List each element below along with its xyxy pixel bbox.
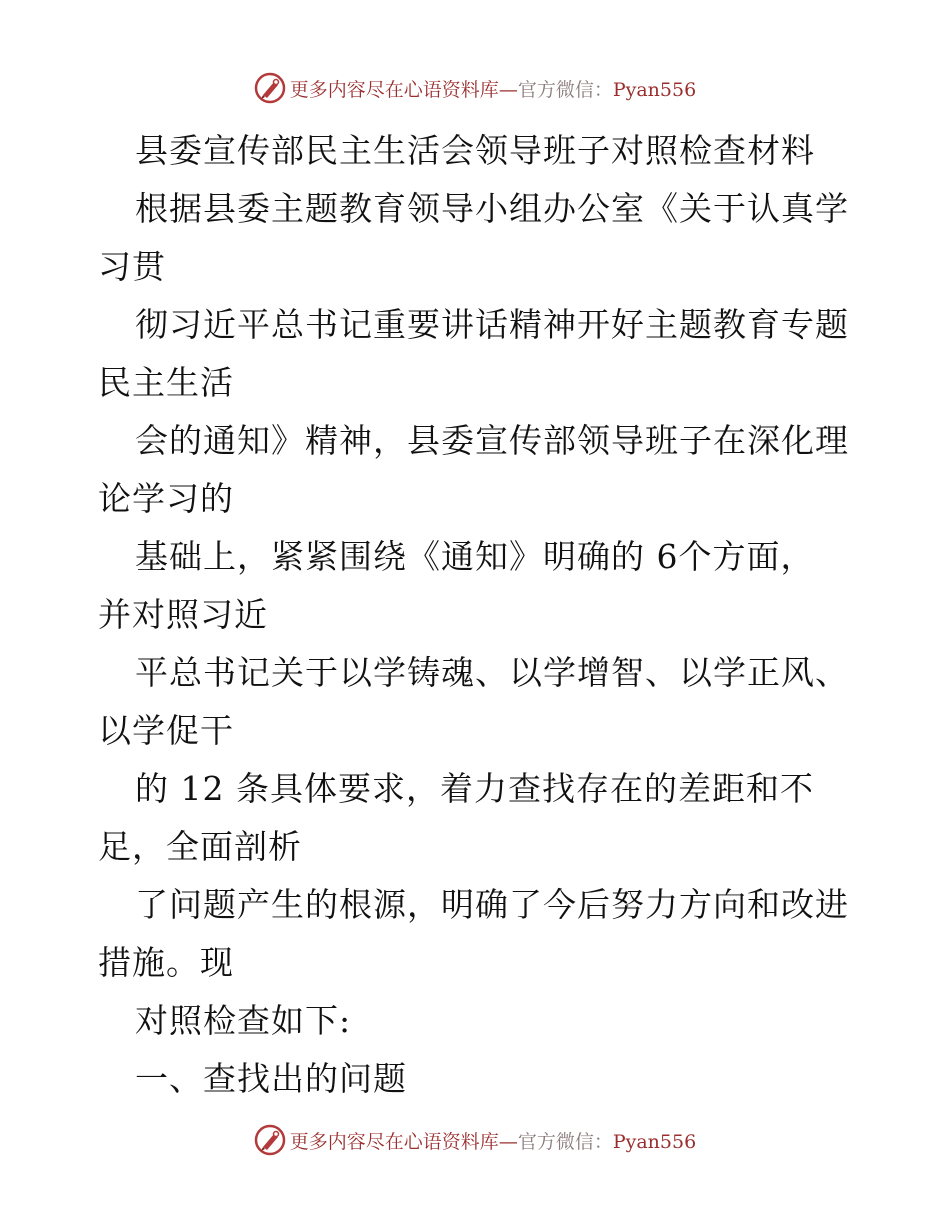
watermark-main-text: 更多内容尽在心语资料库 — [289, 78, 499, 101]
pen-logo-icon — [254, 72, 286, 104]
pen-logo-icon — [254, 1124, 286, 1156]
watermark-separator: — — [498, 78, 518, 101]
paragraph-line: 对照检查如下: — [135, 1001, 352, 1040]
document-body — [98, 122, 878, 1108]
paragraph-line: 了问题产生的根源，明确了今后努力方向和改进 — [135, 885, 849, 924]
paragraph-line: 民主生活 — [98, 363, 234, 402]
watermark-main-text: 更多内容尽在心语资料库 — [289, 1130, 499, 1153]
watermark-separator: — — [498, 1130, 518, 1153]
paragraph-line: 措施。现 — [98, 943, 234, 982]
paragraph-line: 彻习近平总书记重要讲话精神开好主题教育专题 — [135, 305, 849, 344]
header-watermark — [0, 72, 950, 104]
watermark-wechat-id: Pyan556 — [612, 78, 697, 101]
footer-watermark — [0, 1124, 950, 1156]
paragraph-line: 根据县委主题教育领导小组办公室《关于认真学 — [135, 189, 849, 228]
paragraph-line: 的 12 条具体要求，着力查找存在的差距和不 — [135, 769, 814, 808]
paragraph-line: 基础上，紧紧围绕《通知》明确的 6个方面， — [135, 537, 815, 576]
paragraph-line: 并对照习近 — [98, 595, 268, 634]
paragraph-line: 足，全面剖析 — [98, 827, 302, 866]
watermark-wechat-label: 官方微信： — [517, 1130, 613, 1153]
section-heading: 一、查找出的问题 — [135, 1059, 407, 1098]
document-title: 县委宣传部民主生活会领导班子对照检查材料 — [135, 131, 815, 170]
paragraph-line: 平总书记关于以学铸魂、以学增智、以学正风、 — [135, 653, 849, 692]
paragraph-line: 会的通知》精神，县委宣传部领导班子在深化理 — [135, 421, 849, 460]
watermark-wechat-id: Pyan556 — [612, 1130, 697, 1153]
paragraph-line: 论学习的 — [98, 479, 234, 518]
paragraph-line: 以学促干 — [98, 711, 234, 750]
watermark-wechat-label: 官方微信： — [517, 78, 613, 101]
paragraph-line: 习贯 — [98, 247, 166, 286]
